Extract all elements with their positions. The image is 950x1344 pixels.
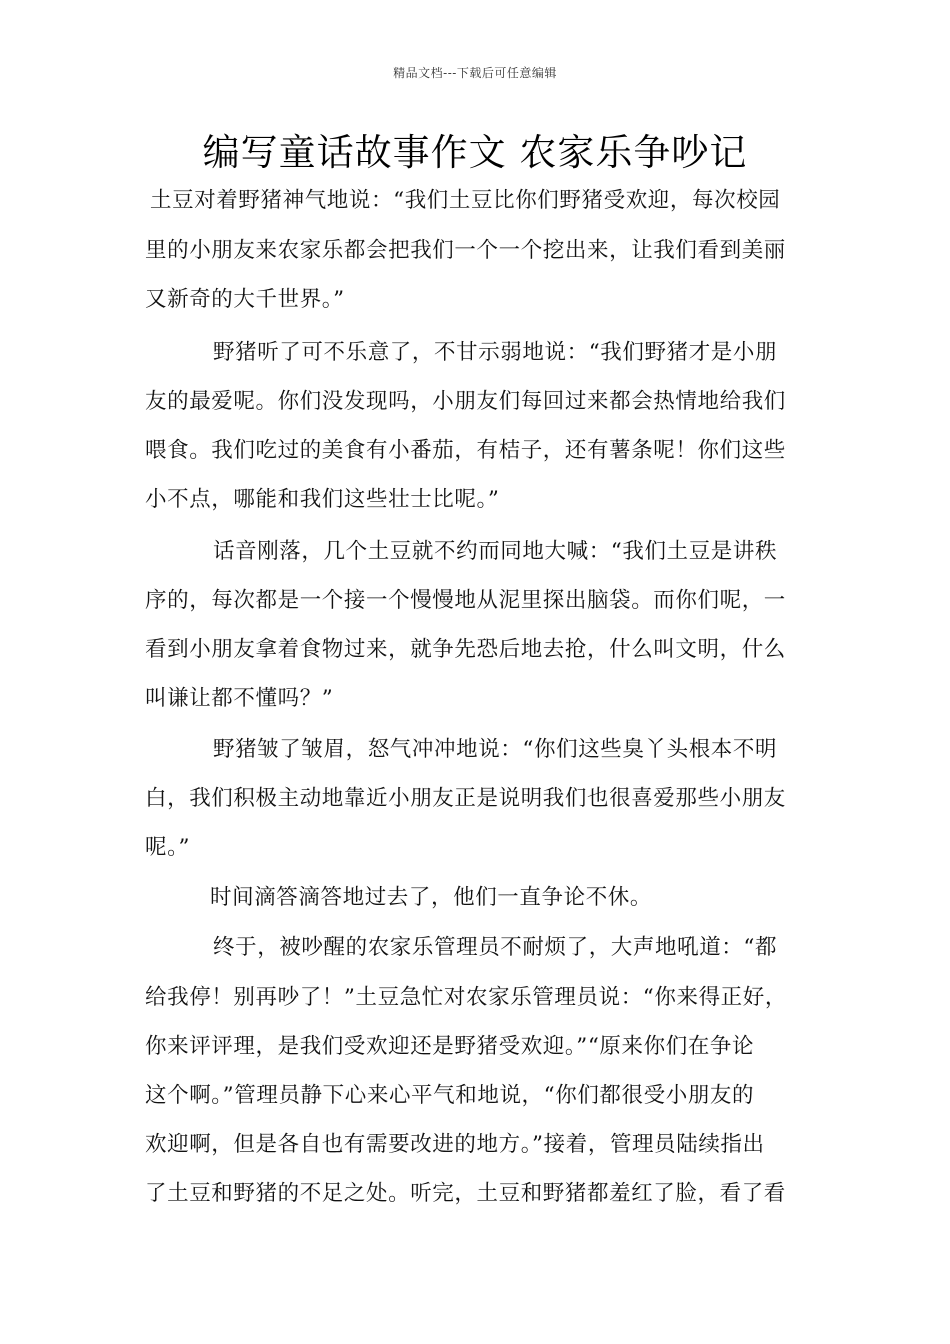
text-line: 欢迎啊，但是各自也有需要改进的地方。”接着，管理员陆续指出 [145,1132,765,1157]
header-note: 精品文档---下载后可任意编辑 [393,66,557,80]
text-line: 给我停！别再吵了！”土豆急忙对农家乐管理员说：“你来得正好， [145,985,787,1010]
text-line: 小不点，哪能和我们这些壮士比呢。” [145,487,500,512]
text-line: 野猪听了可不乐意了，不甘示弱地说：“我们野猪才是小朋 [213,340,778,365]
text-line: 呢。” [145,835,191,860]
text-line: 野猪皱了皱眉，怒气冲冲地说：“你们这些臭丫头根本不明 [213,737,778,762]
text-line: 又新奇的大千世界。” [145,287,345,312]
text-line: 里的小朋友来农家乐都会把我们一个一个挖出来，让我们看到美丽 [145,238,786,263]
text-line: 序的，每次都是一个接一个慢慢地从泥里探出脑袋。而你们呢，一 [145,588,786,613]
text-line: 看到小朋友拿着食物过来，就争先恐后地去抢，什么叫文明，什么 [145,637,786,662]
text-line: 土豆对着野猪神气地说：“我们土豆比你们野猪受欢迎，每次校园 [150,188,781,213]
text-line: 白，我们积极主动地靠近小朋友正是说明我们也很喜爱那些小朋友 [145,786,786,811]
text-line: 叫谦让都不懂吗？” [145,686,334,711]
text-line: 友的最爱呢。你们没发现吗，小朋友们每回过来都会热情地给我们 [145,389,786,414]
text-line: 你来评评理，是我们受欢迎还是野猪受欢迎。”“原来你们在争论 [145,1034,755,1059]
document-title: 编写童话故事作文 农家乐争吵记 [202,131,748,174]
text-line: 这个啊。”管理员静下心来心平气和地说，“你们都很受小朋友的 [145,1083,755,1108]
text-line: 终于，被吵醒的农家乐管理员不耐烦了，大声地吼道：“都 [213,935,778,960]
text-line: 话音刚落，几个土豆就不约而同地大喊：“我们土豆是讲秩 [213,539,778,564]
text-line: 喂食。我们吃过的美食有小番茄，有桔子，还有薯条呢！你们这些 [145,438,786,463]
text-line: 了土豆和野猪的不足之处。听完，土豆和野猪都羞红了脸，看了看 [145,1181,786,1206]
text-line: 时间滴答滴答地过去了，他们一直争论不休。 [210,885,653,910]
